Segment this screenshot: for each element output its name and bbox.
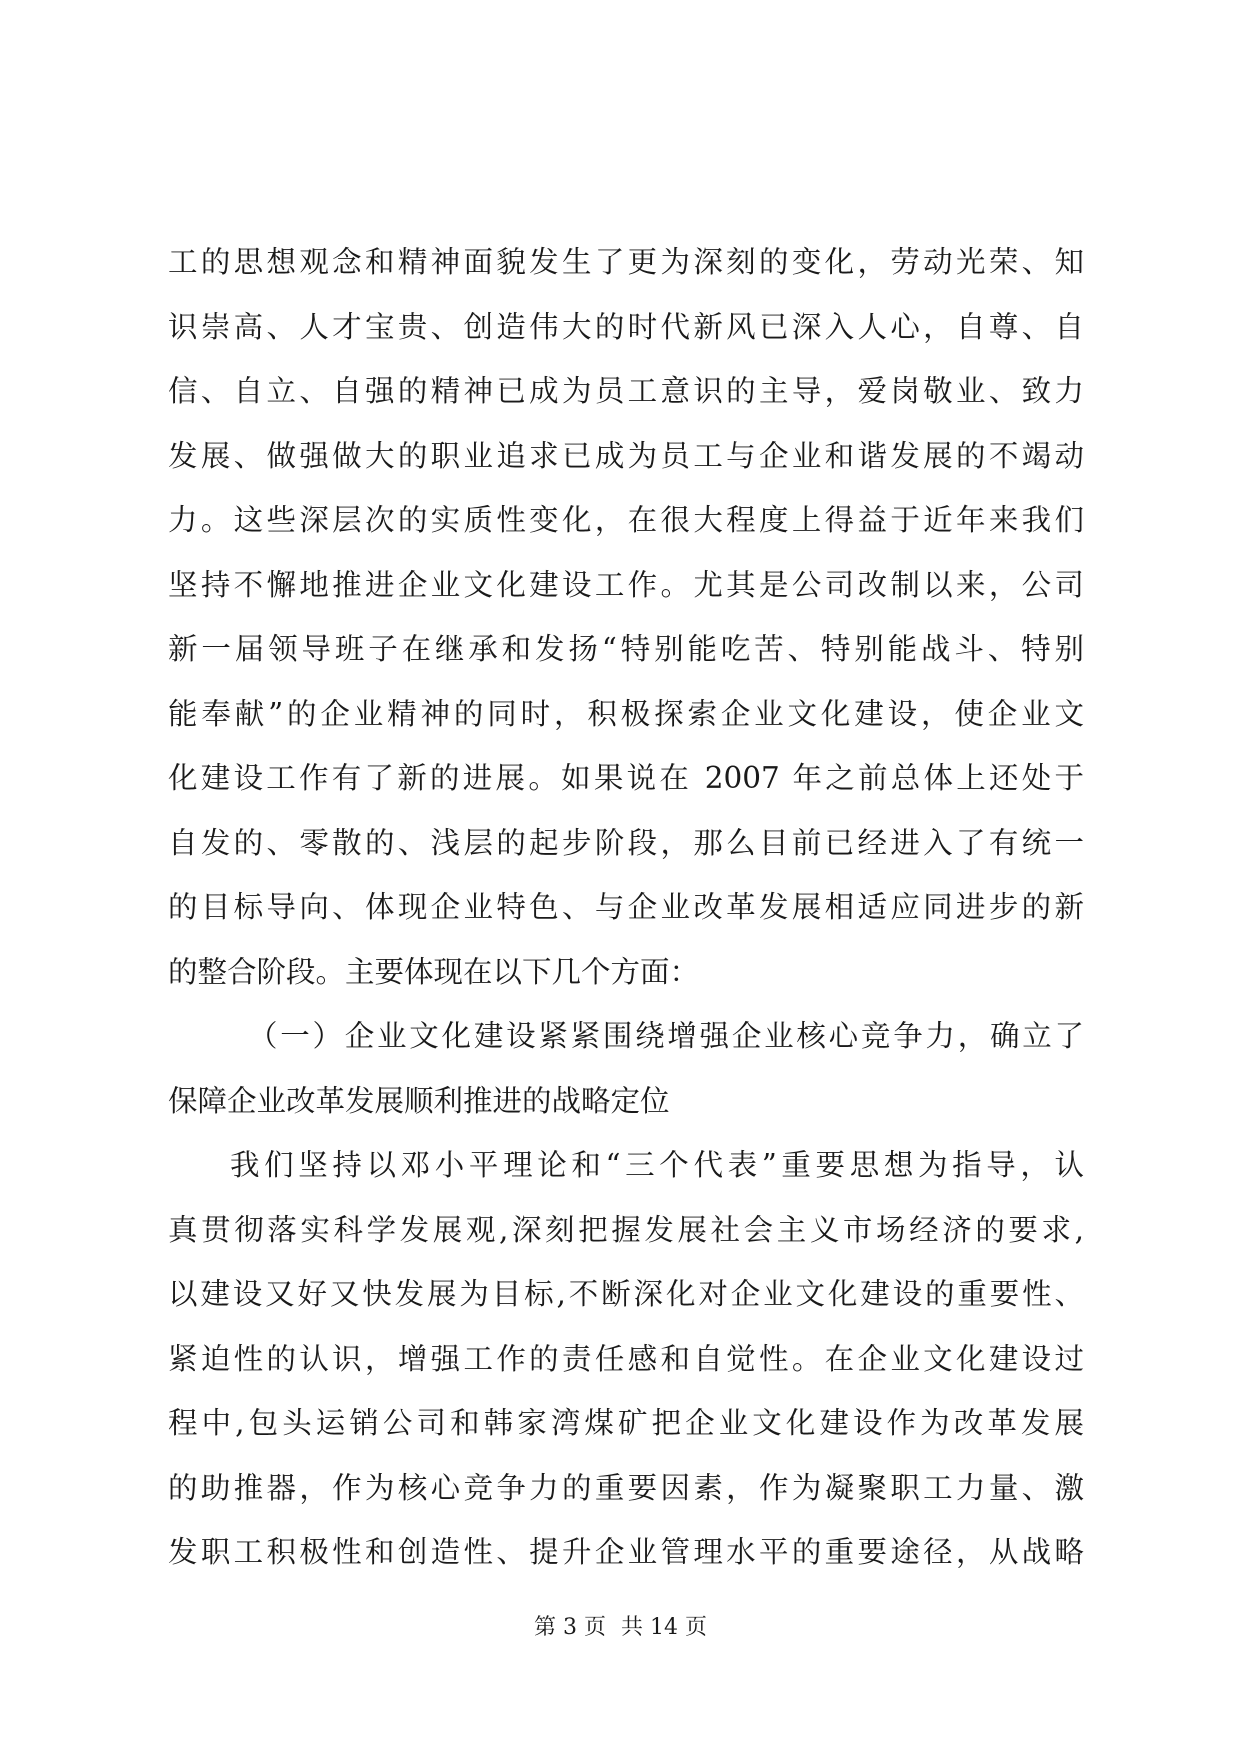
text-line: 发职工积极性和创造性、提升企业管理水平的重要途径，从战略 — [168, 1535, 1084, 1569]
text-line: 的整合阶段。主要体现在以下几个方面： — [168, 954, 700, 989]
text-line: 新一届领导班子在继承和发扬“特别能吃苦、特别能战斗、特别 — [168, 632, 1084, 666]
text-line: 的目标导向、体现企业特色、与企业改革发展相适应同进步的新 — [168, 890, 1084, 924]
text-line: 的助推器，作为核心竞争力的重要因素，作为凝聚职工力量、激 — [168, 1470, 1084, 1505]
text-line: 自发的、零散的、浅层的起步阶段，那么目前已经进入了有统一 — [168, 825, 1084, 860]
page-number: 第 3 页 — [534, 1615, 606, 1640]
document-body — [168, 230, 1084, 1585]
text-line: 程中,包头运销公司和韩家湾煤矿把企业文化建设作为改革发展 — [168, 1406, 1084, 1440]
text-line: 以建设又好又快发展为目标,不断深化对企业文化建设的重要性、 — [168, 1277, 1084, 1311]
page-footer — [0, 1610, 1241, 1641]
paragraph-first-line: 我们坚持以邓小平理论和“三个代表”重要思想为指导，认 — [230, 1148, 1084, 1182]
text-line: 紧迫性的认识，增强工作的责任感和自觉性。在企业文化建设过 — [168, 1341, 1084, 1376]
text-line: 坚持不懈地推进企业文化建设工作。尤其是公司改制以来，公司 — [168, 567, 1084, 602]
page-total: 共 14 页 — [621, 1615, 707, 1640]
text-line: 识崇高、人才宝贵、创造伟大的时代新风已深入人心，自尊、自 — [168, 309, 1084, 344]
text-line: 工的思想观念和精神面貌发生了更为深刻的变化，劳动光荣、知 — [168, 245, 1084, 279]
text-line: 真贯彻落实科学发展观,深刻把握发展社会主义市场经济的要求, — [168, 1212, 1084, 1247]
section-heading-continuation: 保障企业改革发展顺利推进的战略定位 — [168, 1083, 670, 1118]
text-line: 发展、做强做大的职业追求已成为员工与企业和谐发展的不竭动 — [168, 438, 1084, 473]
section-heading: （一）企业文化建设紧紧围绕增强企业核心竞争力，确立了 — [248, 1019, 1084, 1053]
text-line: 化建设工作有了新的进展。如果说在 2007 年之前总体上还处于 — [168, 761, 1084, 795]
text-line: 能奉献”的企业精神的同时，积极探索企业文化建设，使企业文 — [168, 696, 1084, 731]
text-line: 信、自立、自强的精神已成为员工意识的主导，爱岗敬业、致力 — [168, 374, 1084, 408]
text-line: 力。这些深层次的实质性变化，在很大程度上得益于近年来我们 — [168, 503, 1084, 537]
